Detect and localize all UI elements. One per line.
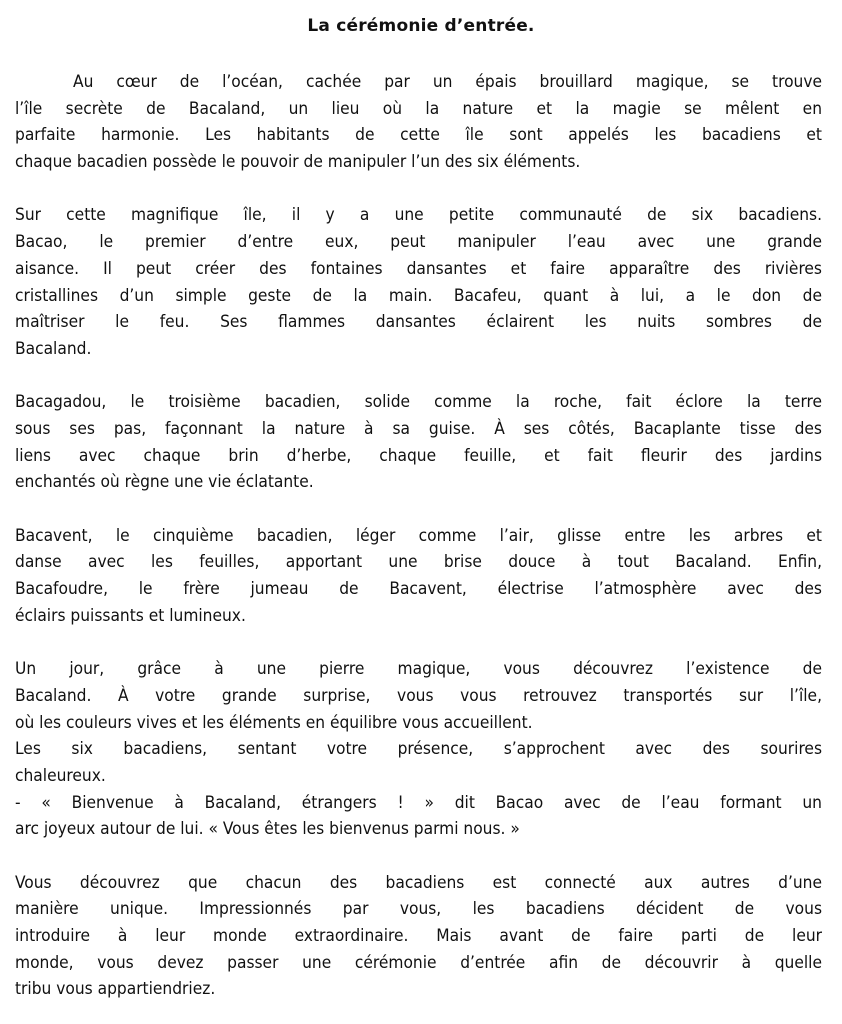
document-title: La cérémonie d’entrée. — [307, 16, 535, 36]
text-line: sous ses pas, façonnant la nature à sa guise. À ses côtés, Bacaplante tisse des — [15, 418, 822, 439]
text-line: l’île secrète de Bacaland, un lieu où la nature et la magie se mêlent en — [15, 98, 822, 119]
paragraph-bacavent-bacafoudre — [15, 523, 822, 630]
text-line: Bacaland. À votre grande surprise, vous vous retrouvez transportés sur l’île, — [15, 685, 822, 706]
text-line: cristallines d’un simple geste de la main. Bacafeu, quant à lui, a le don de — [15, 285, 822, 306]
text-line: Un jour, grâce à une pierre magique, vous découvrez l’existence de — [15, 659, 822, 680]
text-line: Vous découvrez que chacun des bacadiens est connecté aux autres d’une — [15, 872, 822, 893]
paragraph-bacagadou-bacaplante — [15, 389, 822, 496]
text-line: Bacaland. — [15, 338, 92, 359]
paragraph-bacao-bacafeu — [15, 202, 822, 362]
text-line: Sur cette magnifique île, il y a une petite communauté de six bacadiens. — [15, 205, 822, 226]
text-line: chaque bacadien possède le pouvoir de manipuler l’un des six éléments. — [15, 152, 581, 173]
paragraph-arrival — [15, 656, 822, 736]
text-line: manière unique. Impressionnés par vous, les bacadiens décident de vous — [15, 899, 822, 920]
text-line: Les six bacadiens, sentant votre présence, s’approchent avec des sourires — [15, 739, 822, 760]
text-line: chaleureux. — [15, 765, 106, 786]
text-line: Au cœur de l’océan, cachée par un épais brouillard magique, se trouve — [73, 72, 822, 92]
text-line: danse avec les feuilles, apportant une brise douce à tout Bacaland. Enfin, — [15, 552, 822, 573]
text-line: Bacafoudre, le frère jumeau de Bacavent, électrise l’atmosphère avec des — [15, 579, 822, 600]
paragraph-approach — [15, 736, 822, 789]
text-line: parfaite harmonie. Les habitants de cette île sont appelés les bacadiens et — [15, 125, 822, 146]
text-line: enchantés où règne une vie éclatante. — [15, 472, 314, 493]
document-body — [15, 69, 822, 1003]
text-line: Bacagadou, le troisième bacadien, solide comme la roche, fait éclore la terre — [15, 392, 822, 413]
text-line: où les couleurs vives et les éléments en équilibre vous accueillent. — [15, 712, 533, 733]
text-line: - « Bienvenue à Bacaland, étrangers ! » dit Bacao avec de l’eau formant un — [15, 792, 822, 813]
text-line: arc joyeux autour de lui. « Vous êtes les bienvenus parmi nous. » — [15, 819, 520, 840]
text-line: éclairs puissants et lumineux. — [15, 605, 246, 626]
paragraph-intro — [15, 69, 822, 176]
text-line: maîtriser le feu. Ses flammes dansantes éclairent les nuits sombres de — [15, 312, 822, 333]
text-line: aisance. Il peut créer des fontaines dansantes et faire apparaître des rivières — [15, 258, 822, 279]
paragraph-welcome-dialogue — [15, 790, 822, 843]
paragraph-ceremony — [15, 870, 822, 1003]
text-line: Bacao, le premier d’entre eux, peut manipuler l’eau avec une grande — [15, 232, 822, 253]
text-line: Bacavent, le cinquième bacadien, léger comme l’air, glisse entre les arbres et — [15, 525, 822, 546]
text-line: introduire à leur monde extraordinaire. Mais avant de faire parti de leur — [15, 926, 822, 946]
text-line: tribu vous appartiendriez. — [15, 979, 216, 1000]
text-line: liens avec chaque brin d’herbe, chaque feuille, et fait fleurir des jardins — [15, 445, 822, 466]
text-line: monde, vous devez passer une cérémonie d’entrée afin de découvrir à quelle — [15, 952, 822, 973]
